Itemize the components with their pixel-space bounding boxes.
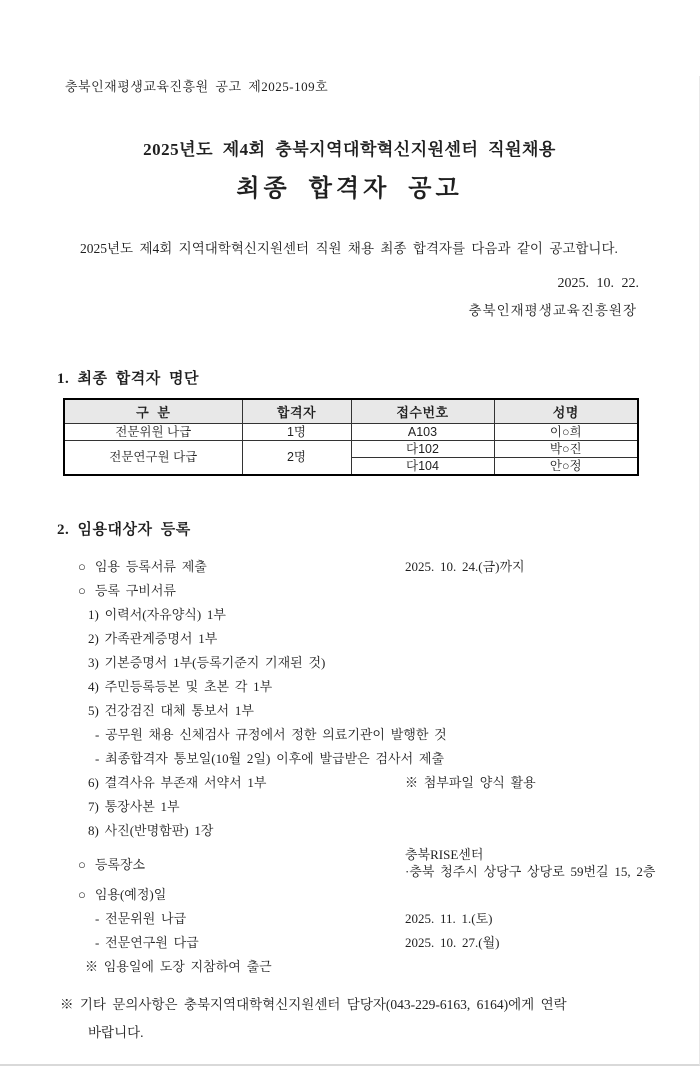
appointment-date-label <box>78 883 699 907</box>
required-docs-label <box>78 579 699 603</box>
attachment-note: ※ 첨부파일 양식 활용 <box>405 775 536 790</box>
doc-item-5-sub-2: - 최종합격자 통보일(10월 2일) 이후에 발급받은 검사서 제출 <box>95 751 445 766</box>
doc-item-5-sub-1: - 공무원 채용 신체검사 규정에서 정한 의료기관이 발행한 것 <box>95 727 447 742</box>
cell-category: 전문위원 나급 <box>64 424 242 441</box>
doc-item-5: 5) 건강검진 대체 통보서 1부 <box>88 703 254 718</box>
doc-item-6: 6) 결격사유 부존재 서약서 1부 <box>88 775 267 790</box>
doc-number: 충북인재평생교육진흥원 공고 제2025-109호 <box>65 79 329 94</box>
appointment-row-1 <box>95 907 699 931</box>
announcement-document <box>0 76 700 1066</box>
circle-bullet: ○ <box>78 583 86 598</box>
label-text: 임용 등록서류 제출 <box>94 559 207 574</box>
doc-item-4: 4) 주민등록등본 및 초본 각 1부 <box>88 679 273 694</box>
col-header-name: 성명 <box>494 399 638 424</box>
cell-receipt-no: A103 <box>351 424 494 441</box>
label-text: 등록 구비서류 <box>94 583 176 598</box>
section1-heading: 1. 최종 합격자 명단 <box>57 371 199 387</box>
submit-deadline-label <box>78 555 405 579</box>
circle-bullet: ○ <box>78 856 86 872</box>
place-address: ·충북 청주시 상당구 상당로 59번길 15, 2층 <box>405 864 656 879</box>
appointment-note: ※ 임용일에 도장 지참하여 출근 <box>85 959 272 974</box>
submit-deadline-value: 2025. 10. 24.(금)까지 <box>405 559 525 574</box>
appointment-date-2: 2025. 10. 27.(월) <box>405 935 500 950</box>
doc-item-8: 8) 사진(반명함판) 1장 <box>88 823 214 838</box>
doc-item-1: 1) 이력서(자유양식) 1부 <box>88 607 226 622</box>
cell-receipt-no: 다102 <box>351 441 494 458</box>
col-header-receipt-no: 접수번호 <box>351 399 494 424</box>
table-row <box>64 424 638 441</box>
appointment-position-1: - 전문위원 나급 <box>95 911 187 926</box>
label-text: 임용(예정)일 <box>94 887 167 902</box>
cell-category: 전문연구원 다급 <box>64 441 242 476</box>
registration-place-row <box>78 843 699 883</box>
col-header-category: 구 분 <box>64 399 242 424</box>
page-title: 2025년도 제4회 충북지역대학혁신지원센터 직원채용 <box>143 140 556 159</box>
contact-note-line2: 바랍니다. <box>88 1025 144 1040</box>
appointment-row-2 <box>95 931 699 955</box>
label-text: 등록장소 <box>94 856 146 872</box>
circle-bullet: ○ <box>78 559 86 574</box>
doc-item-6-row <box>88 771 699 795</box>
registration-place-value <box>405 846 655 880</box>
appointment-date-1: 2025. 11. 1.(토) <box>405 911 493 926</box>
final-pass-table <box>63 398 639 476</box>
cell-count: 1명 <box>242 424 351 441</box>
submit-deadline-row <box>78 555 699 579</box>
section2-heading: 2. 임용대상자 등록 <box>57 522 191 538</box>
contact-note <box>0 991 699 1047</box>
circle-bullet: ○ <box>78 887 86 902</box>
cell-name: 안○정 <box>494 458 638 476</box>
doc-item-3: 3) 기본증명서 1부(등록기준지 기재된 것) <box>88 655 326 670</box>
intro-paragraph: 2025년도 제4회 지역대학혁신지원센터 직원 채용 최종 합격자를 다음과 같이 공고합니다. <box>80 241 618 256</box>
appointment-position-2: - 전문연구원 다급 <box>95 935 199 950</box>
cell-receipt-no: 다104 <box>351 458 494 476</box>
signer-name: 충북인재평생교육진흥원장 <box>468 303 637 318</box>
registration-details <box>0 555 699 979</box>
cell-name: 이○희 <box>494 424 638 441</box>
table-row <box>64 441 638 458</box>
announce-date: 2025. 10. 22. <box>557 276 639 291</box>
page-subtitle: 최종 합격자 공고 <box>236 176 463 202</box>
cell-count: 2명 <box>242 441 351 476</box>
contact-note-line1: ※ 기타 문의사항은 충북지역대학혁신지원센터 담당자(043-229-6163, 6164)에게 연락 <box>60 997 567 1012</box>
place-name: 충북RISE센터 <box>405 847 484 862</box>
doc-item-2: 2) 가족관계증명서 1부 <box>88 631 218 646</box>
col-header-pass-count: 합격자 <box>242 399 351 424</box>
doc-item-7: 7) 통장사본 1부 <box>88 799 180 814</box>
registration-place-label <box>78 854 405 873</box>
cell-name: 박○진 <box>494 441 638 458</box>
table-header-row <box>64 399 638 424</box>
